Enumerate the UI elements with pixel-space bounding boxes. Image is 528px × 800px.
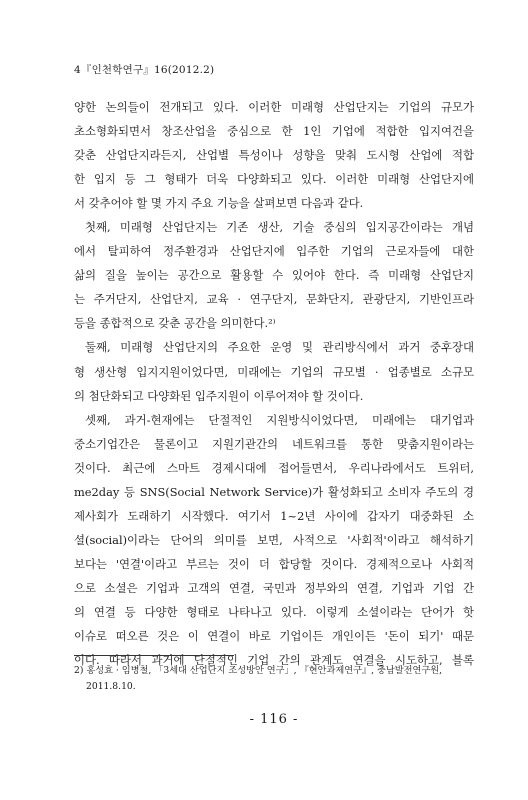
paragraph-line: 양한 논의들이 전개되고 있다. 이러한 미래형 산업단지는 기업의 규모가 bbox=[74, 100, 474, 114]
paragraph-line: me2day 등 SNS(Social Network Service)가 활성화되고 소비자 주도의 경 bbox=[74, 484, 474, 499]
footnote-line: 2011.8.10. bbox=[86, 681, 136, 692]
paragraph-line: 첫째, 미래형 산업단지는 기존 생산, 기술 중심의 입지공간이라는 개념 bbox=[85, 220, 474, 235]
footnote-line: 2) 홍성효 · 임병철, 「3세대 산업단지 조성방안 연구」, 『현안과제연구』, 충남발전연구원, bbox=[74, 665, 443, 676]
paragraph-line: 한 입지 등 그 형태가 더욱 다양화되고 있다. 이러한 미래형 산업단지에 bbox=[74, 172, 474, 187]
paragraph-line: 형 생산형 입지지원이었다면, 미래에는 기업의 규모별 · 업종별로 소규모 bbox=[74, 364, 474, 379]
paragraph-line: 의 연결 등 다양한 형태로 나타나고 있다. 이렇게 소셜이라는 단어가 핫 bbox=[74, 604, 474, 619]
footnote bbox=[74, 663, 474, 695]
body-text bbox=[74, 95, 474, 672]
paragraph-line: 으로 소셜은 기업과 고객의 연결, 국민과 정부와의 연결, 기업과 기업 간 bbox=[74, 580, 474, 595]
running-head: 4『인천학연구』16(2012.2) bbox=[74, 64, 215, 76]
document-page bbox=[74, 0, 474, 800]
paragraph-line: 서 갖추어야 할 몇 가지 주요 기능을 살펴보면 다음과 같다. bbox=[74, 196, 364, 211]
paragraph-line: 셋째, 과거-현재에는 단절적인 지원방식이었다면, 미래에는 대기업과 bbox=[85, 412, 474, 427]
paragraph-line: 둘째, 미래형 산업단지의 주요한 운영 및 관리방식에서 과거 중후장대 bbox=[85, 340, 474, 355]
paragraph-line: 에서 탈피하여 정주환경과 산업단지에 입주한 기업의 근로자들에 대한 bbox=[74, 244, 474, 259]
paragraph-line: 의 첨단화되고 다양화된 입주지원이 이루어져야 할 것이다. bbox=[74, 388, 364, 403]
paragraph-line: 셜(social)이라는 단어의 의미를 보면, 사적으로 '사회적'이라고 해석하기 bbox=[74, 532, 474, 547]
paragraph-line: 이다. 따라서 과거에 단절적인 기업 간의 관계도 연결을 시도하고, 블록 bbox=[74, 653, 474, 668]
paragraph-line: 보다는 '연결'이라고 부르는 것이 더 합당할 것이다. 경제적으로나 사회적 bbox=[74, 556, 474, 571]
paragraph-line: 이슈로 떠오른 것은 이 연결이 바로 기업이든 개인이든 '돈이 되기' 때문 bbox=[74, 629, 474, 644]
paragraph-line: 것이다. 최근에 스마트 경제시대에 접어들면서, 우리나라에서도 트위터, bbox=[74, 460, 474, 475]
footnote-divider bbox=[74, 655, 234, 656]
paragraph-line: 는 주거단지, 산업단지, 교육 · 연구단지, 문화단지, 관광단지, 기반인프라 bbox=[74, 292, 474, 307]
paragraph-line: 제사회가 도래하기 시작했다. 여기서 1~2년 사이에 갑자기 대중화된 소 bbox=[74, 508, 474, 523]
paragraph-line: 등을 종합적으로 갖춘 공간을 의미한다.²⁾ bbox=[74, 316, 276, 331]
paragraph-line: 중소기업간은 물론이고 지원기관간의 네트워크를 통한 맞춤지원이라는 bbox=[74, 436, 474, 451]
paragraph-line: 초소형화되면서 창조산업을 중심으로 한 1인 기업에 적합한 입지여건을 bbox=[74, 124, 474, 139]
paragraph-line: 삶의 질을 높이는 공간으로 활용할 수 있어야 한다. 즉 미래형 산업단지 bbox=[74, 268, 474, 283]
page-number: - 116 - bbox=[249, 712, 299, 727]
paragraph-line: 갖춘 산업단지라든지, 산업별 특성이나 성향을 맞춰 도시형 산업에 적합 bbox=[74, 148, 474, 163]
